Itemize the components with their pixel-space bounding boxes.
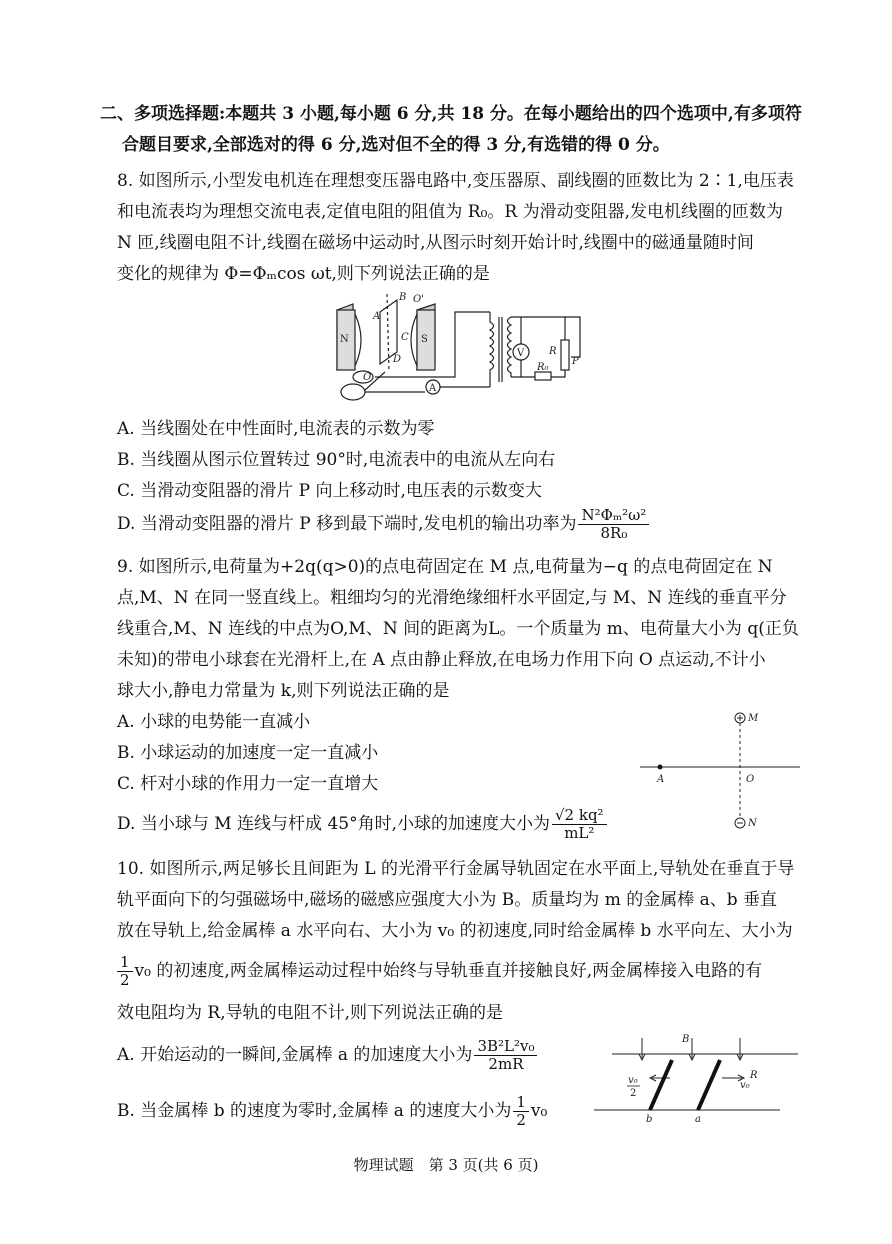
q8-option-c: C. 当滑动变阻器的滑片 P 向上移动时,电压表的示数变大 [117, 481, 542, 501]
q10-rails-figure [590, 1030, 805, 1130]
svg-text:A: A [373, 311, 381, 322]
q9-option-d [117, 806, 609, 842]
q9-line-5: 球大小,静电力常量为 k,则下列说法正确的是 [117, 681, 450, 701]
q8-option-d-fraction: $\frac{\text{N²Φₘ²ω²}}{\text{8R₀}}$ [578, 507, 649, 542]
svg-text:A: A [657, 774, 665, 785]
svg-text:O: O [363, 372, 372, 383]
q10-option-a [117, 1037, 539, 1073]
page-footer: 物理试题 第 3 页(共 6 页) [353, 1156, 539, 1174]
svg-text:v₀: v₀ [740, 1080, 750, 1091]
svg-text:R: R [750, 1070, 758, 1081]
svg-text:B: B [399, 292, 407, 303]
q8-line-1: 8. 如图所示,小型发电机连在理想变压器电路中,变压器原、副线圈的匝数比为 2∶1,电压表 [117, 171, 794, 191]
svg-text:M: M [748, 713, 759, 724]
svg-text:A: A [429, 383, 437, 394]
q9-line-2: 点,M、N 在同一竖直线上。粗细均匀的光滑绝缘细杆水平固定,与 M、N 连线的垂直平分 [117, 588, 787, 608]
q9-line-4: 未知)的带电小球套在光滑杆上,在 A 点由静止释放,在电场力作用下向 O 点运动,不计小 [117, 650, 766, 670]
svg-text:a: a [695, 1114, 701, 1125]
q9-option-b: B. 小球运动的加速度一定一直减小 [117, 743, 379, 763]
svg-text:N: N [340, 334, 349, 345]
q8-line-4: 变化的规律为 Φ=Φₘcos ωt,则下列说法正确的是 [117, 264, 490, 284]
svg-text:B: B [682, 1034, 690, 1045]
svg-text:D: D [393, 354, 402, 365]
q10-option-b-text: B. 当金属棒 b 的速度为零时,金属棒 a 的速度大小为 [117, 1101, 512, 1121]
svg-text:S: S [421, 334, 428, 345]
q9-option-c: C. 杆对小球的作用力一定一直增大 [117, 774, 379, 794]
q10-half-fraction: $\frac{1}{2}$ [117, 954, 133, 989]
svg-text:P: P [572, 356, 579, 367]
q8-option-d [117, 506, 651, 542]
q10-option-a-fraction: $\frac{\text{3B²L²v₀}}{2mR}$ [474, 1038, 537, 1073]
svg-text:O: O [746, 774, 755, 785]
svg-text:b: b [646, 1114, 653, 1125]
svg-text:2: 2 [630, 1088, 637, 1099]
q10-line-4 [117, 953, 762, 989]
q10-line-5: 效电阻均为 R,导轨的电阻不计,则下列说法正确的是 [117, 1003, 504, 1023]
svg-text:C: C [401, 332, 409, 343]
q10-line-2: 轨平面向下的匀强磁场中,磁场的磁感应强度大小为 B。质量均为 m 的金属棒 a、b 垂直 [117, 890, 778, 910]
q8-circuit-figure [325, 292, 590, 414]
svg-text:N: N [748, 818, 757, 829]
q9-option-a: A. 小球的电势能一直减小 [117, 712, 311, 732]
q8-line-3: N 匝,线圈电阻不计,线圈在磁场中运动时,从图示时刻开始计时,线圈中的磁通量随时间 [117, 233, 754, 253]
q10-option-b-fraction: $\frac{1}{2}$ [513, 1094, 529, 1129]
svg-text:R₀: R₀ [537, 362, 549, 373]
q10-option-b [117, 1093, 547, 1129]
q9-charges-figure [640, 705, 805, 830]
q10-option-a-text: A. 开始运动的一瞬间,金属棒 a 的加速度大小为 [117, 1045, 473, 1065]
q9-line-1: 9. 如图所示,电荷量为+2q(q>0)的点电荷固定在 M 点,电荷量为−q 的点电荷固定在 N [117, 557, 773, 577]
q8-option-d-text: D. 当滑动变阻器的滑片 P 移到最下端时,发电机的输出功率为 [117, 514, 577, 534]
q10-line-4-text: v₀ 的初速度,两金属棒运动过程中始终与导轨垂直并接触良好,两金属棒接入电路的有 [134, 961, 763, 981]
svg-text:v₀: v₀ [628, 1075, 638, 1086]
section-header-line-1: 二、多项选择题:本题共 3 小题,每小题 6 分,共 18 分。在每小题给出的四个选项中,有多项符 [100, 104, 802, 124]
q9-option-d-text: D. 当小球与 M 连线与杆成 45°角时,小球的加速度大小为 [117, 814, 550, 834]
svg-text:R: R [549, 346, 557, 357]
section-header-line-2: 合题目要求,全部选对的得 6 分,选对但不全的得 3 分,有选错的得 0 分。 [122, 135, 670, 155]
q10-option-b-tail: v₀ [530, 1101, 548, 1121]
q10-line-3: 放在导轨上,给金属棒 a 水平向右、大小为 v₀ 的初速度,同时给金属棒 b 水平向左、大小为 [117, 921, 793, 941]
q8-option-a: A. 当线圈处在中性面时,电流表的示数为零 [117, 419, 435, 439]
q10-line-1: 10. 如图所示,两足够长且间距为 L 的光滑平行金属导轨固定在水平面上,导轨处在垂直于导 [117, 859, 795, 879]
svg-text:V: V [517, 348, 525, 359]
svg-text:O': O' [413, 294, 424, 305]
q9-option-d-fraction: $\frac{\text{√2 kq²}}{\text{mL²}}$ [552, 807, 607, 842]
q9-line-3: 线重合,M、N 连线的中点为O,M、N 间的距离为L。一个质量为 m、电荷量大小为 q(正负 [117, 619, 799, 639]
q8-option-b: B. 当线圈从图示位置转过 90°时,电流表中的电流从左向右 [117, 450, 556, 470]
q8-line-2: 和电流表均为理想交流电表,定值电阻的阻值为 R₀。R 为滑动变阻器,发电机线圈的匝数为 [117, 202, 784, 222]
